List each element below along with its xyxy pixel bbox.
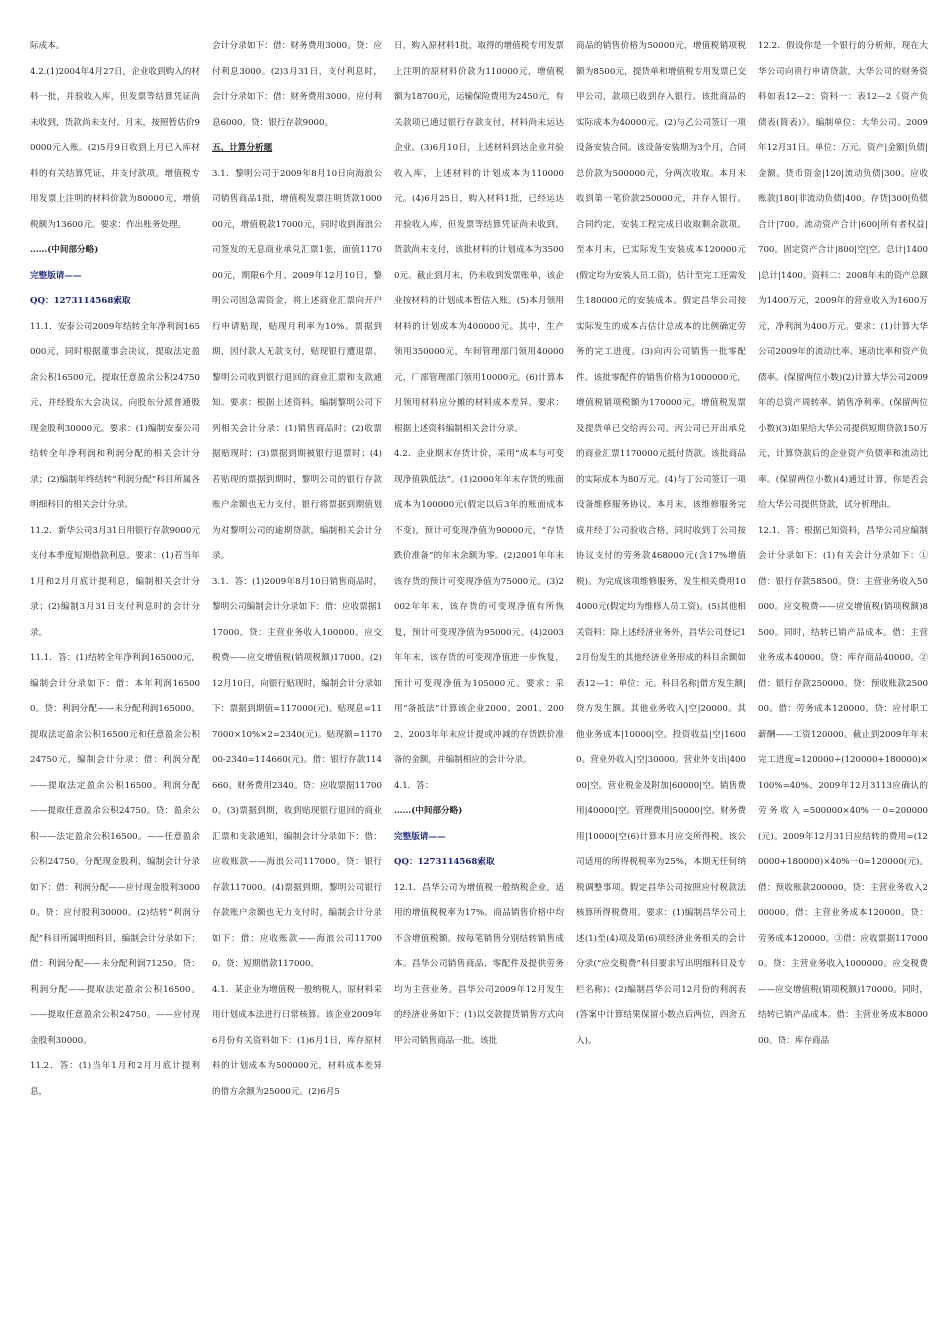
text-column bbox=[30, 34, 200, 1334]
paragraph: 际成本。 bbox=[30, 41, 65, 51]
text-column bbox=[758, 34, 928, 1334]
paragraph: 12.2．假设你是一个银行的分析师，现在大华公司向贵行申请贷款，大华公司的财务资料如表12—2：资料一：表12—2《资产负债表(简表)》。编制单位：大华公司。2009年12月31日。单位：万元。资产|金额|负债|金额。货币资金|120|流动负债|300。应收账款|180|非流动负债|400。存货|300|负债合计|700。流动资产合计|600|所有者权益|700。固定资产合计|800|空|空。总计|1400|总计|1400。资料二：2008年末的资产总额为1400万元，2009年的营业收入为1600万元，净利润为400万元。要求：(1)计算大华公司2009年的流动比率、速动比率和资产负债率。(保留两位小数)(2)计算大华公司2009年的总资产周转率、销售净利率。(保留两位小数)(3)如果给大华公司提供短期贷款150万元，计算贷款后的企业资产负债率和流动比率。(保留两位小数)(4)通过计算，你是否会给大华公司提供贷款，试分析理由。 bbox=[758, 41, 928, 510]
text-column bbox=[212, 34, 382, 1334]
contact-link: 完整版请—— bbox=[394, 831, 446, 842]
paragraph: 11.2．答：(1)当年1月和2月月底计提利息， bbox=[30, 1061, 200, 1097]
contact-link: QQ：1273114568索取 bbox=[30, 296, 131, 306]
paragraph: 3.1．黎明公司于2009年8月10日向海浪公司销售商品1批，增值税发票注明货款100000元，增值税款17000元，同时收到海浪公司签发的无息商业承兑汇票1张，面值117000元，期限6个月。2009年12月10日，黎明公司因急需资金，将上述商业汇票向开户行申请贴现，贴现月利率为10%。票据到期，因付款人无款支付，贴现银行遭退票。黎明公司收到银行退回的商业汇票和支款通知。要求：根据上述资料，编制黎明公司下列相关会计分录：(1)销售商品时；(2)收票据贴现时；(3)票据到期被银行退票时；(4)若贴现的票据到期时，黎明公司的银行存款账户余额也无力支付，银行将票据到期值划为对黎明公司的逾期贷款，编制相关会计分录。 bbox=[212, 168, 382, 561]
paragraph: 11.1．安泰公司2009年结转全年净利润165000元，同时根据董事会决议，提取法定盈余公积16500元，提取任意盈余公积24750元，并经股东大会决议，向股东分派普通股现金股利30000元。要求：(1)编制安泰公司结转全年净利润和利润分配的相关会计分录；(2)编制年终结转“利润分配”科目所属各明细科目的相关会计分录。 bbox=[30, 321, 200, 510]
paragraph: 12.1．答：根据已知资料，昌华公司应编制会计分录如下：(1)有关会计分录如下：①借：银行存款58500。贷：主营业务收入50000。应交税费——应交增值税(销项税额)8500。同时，结转已销产品成本。借：主营业务成本40000。贷：库存商品40000。②借：银行存款250000。贷：预收账款250000。借：劳务成本120000。贷：应付职工薪酬——工资120000。截止到2009年年末完工进度=120000÷(120000+180000)×100%=40%。2009年12月3113应确认的劳务收入=500000×40%一0=200000(元)。2009年12月31日应结转的费用=(120000+180000)×40%一0=120000(元)。借：预收账款200000。贷：主营业务收入200000。借：主营业务成本120000。贷：劳务成本120000。③借：应收票据1170000。贷：主营业务收入1000000。应交税费——应交增值税(销项税额)170000。同时，结转已销产品成本。借：主营业务成本800000。贷：库存商品 bbox=[758, 525, 928, 1046]
paragraph: 会计分录如下：借：财务费用3000。贷：应付利息3000。(2)3月31日，支付利息时，会计分录如下：借：财务费用3000。应付利息6000。贷：银行存款9000。 bbox=[212, 41, 382, 128]
paragraph: 11.2．新华公司3月31日用银行存款9000元支付本季度短期借款利息。要求：(1)若当年1月和2月月底计提利息，编制相关会计分录；(2)编制3月31日支付利息时的会计分录。 bbox=[30, 525, 200, 638]
document-page bbox=[30, 34, 930, 1334]
contact-link: 完整版请—— bbox=[30, 270, 82, 281]
section-heading: ……(中间部分略) bbox=[394, 806, 463, 816]
contact-link: QQ：1273114568索取 bbox=[394, 857, 495, 867]
paragraph: 商品的销售价格为50000元，增值税销项税额为8500元，提货单和增值税专用发票已交甲公司，款项已收到存入银行。该批商品的实际成本为40000元。(2)与乙公司签订一项设备安装合同。该设备安装期为3个月，合同总价款为500000元，分两次收取。本月末收到第一笔价款250000元，并存入银行。合同约定，安装工程完成日收取剩余款项。至本月末，已实际发生安装成本120000元(假定均为安装人员工资)，估计至完工还需发生180000元的安装成本。假定昌华公司按实际发生的成本占估计总成本的比例确定劳务的完工进度。(3)向丙公司销售一批零配件。该批零配件的销售价格为1000000元，增值税销项税额为170000元，增值税发票及提货单已交给丙公司。丙公司已开出承兑的商业汇票1170000元抵付货款。该批商品的实际成本为80万元。(4)与丁公司签订一项设备维修服务协议。本月末，该维修服务完成并经丁公司验收合格，同时收到丁公司按协议支付的劳务款468000元(含17%增值税)。为完成该项维修服务，发生相关费用104000元(假定均为维修人员工资)。(5)其他相关资料：除上述经济业务外，昌华公司登记12月份发生的其他经济业务形成的科目余额如表12—1：单位：元。科目名称|借方发生额|贷方发生额。其他业务收入|空|20000。其他业务成本|10000|空。投资收益|空|16000。营业外收入|空|30000。营业外支出|40000|空。营业税金及附加|60000|空。销售费用|40000|空。管理费用|50000|空。财务费用|10000|空(6)计算本月应交所得税。该公司适用的所得税税率为25%，本期无任何纳税调整事项。假定昌华公司按照应付税款法核算所得税费用。要求：(1)编制昌华公司上述(1)至(4)项及第(6)项经济业务相关的会计分录(“应交税费”科目要求写出明细科目及专栏名称)；(2)编制昌华公司12月份的利润表(答案中计算结果保留小数点后两位，四舍五入)。 bbox=[576, 41, 746, 1046]
paragraph: 4.1．答： bbox=[394, 780, 434, 791]
paragraph: 3.1．答：(1)2009年8月10日销售商品时，黎明公司编制会计分录如下：借：应收票据117000。贷：主营业务收入100000。应交税费——应交增值税(销项税额)17000。(2)12月10日，向银行贴现时，编制会计分录如下：票据到期值=117000(元)。贴现息=117000×10%×2=2340(元)。贴现额=117000-2340=114660(元)。借：银行存款114660。财务费用2340。贷：应收票据117000。(3)票据到期，收到贴现银行退回的商业汇票和支款通知，编制会计分录如下：借：应收账款——海浪公司117000。贷：银行存款117000。(4)票据到期，黎明公司银行存款账户余额也无力支付时，编制会计分录如下：借：应收账款——海浪公司117000。贷：短期借款117000。 bbox=[212, 576, 382, 969]
text-column bbox=[394, 34, 564, 1334]
section-heading: 五、计算分析题 bbox=[212, 143, 273, 153]
paragraph: 4.1．某企业为增值税一般纳税人，原材料采用计划成本法进行日常核算。该企业2009年6月份有关资料如下：(1)6月1日，库存原材料的计划成本为500000元，材料成本差异的借方余额为25000元。(2)6月5 bbox=[212, 984, 382, 1097]
paragraph: 日，购入原材料1批，取得的增值税专用发票上注明的原材料价款为110000元，增值税额为18700元，运输保险费用为2450元，有关款项已通过银行存款支付，材料尚未运达企业。(3)6月10日，上述材料到达企业并验收入库，上述材料的计划成本为110000元。(4)6月25日，购入材料1批，已经运达并验收入库，但发票等结算凭证尚未收到，货款尚未支付，该批材料的计划成本为35000元。截止到月末，仍未收到发票账单，该企业按材料的计划成本暂估入账。(5)本月领用材料的计划成本为400000元。其中，生产领用350000元，车间管理部门领用40000元，厂部管理部门领用10000元。(6)计算本月领用材料应分摊的材料成本差异。要求：根据上述资料编制相关会计分录。 bbox=[394, 41, 564, 434]
section-heading: ……(中间部分略) bbox=[30, 245, 99, 255]
paragraph: 4.2.(1)2004年4月27日，企业收到购入的材料一批，并验收入库，但发票等结算凭证尚未收到，货款尚未支付。月末，按照暂估价90000元入账。(2)5月9日收到上月已入库材料的有关结算凭证，并支付款项。增值税专用发票上注明的材料价款为80000元，增值税额为13600元。要求：作出账务处理。 bbox=[30, 66, 200, 230]
paragraph: 12.1．昌华公司为增值税一般纳税企业，适用的增值税税率为17%。商品销售价格中均不含增值税额。按每笔销售分别结转销售成本。昌华公司销售商品、零配件及提供劳务均为主营业务。昌华公司2009年12月发生的经济业务如下：(1)以交款提货销售方式向甲公司销售商品一批。该批 bbox=[394, 882, 564, 1046]
paragraph: 4.2．企业期末存货计价，采用“成本与可变现净值孰低法”。(1)2000年年末存货的账面成本为100000元(假定以后3年的账面成本不变)，预计可变现净值为90000元，“存货跌价准备”的年末余额为零。(2)2001年年末该存货的预计可变现净值为75000元。(3)2002年年末，该存货的可变现净值有所恢复，预计可变现净值为95000元。(4)2003年年末，该存货的可变现净值进一步恢复，预计可变现净值为105000元。要求：采用“备抵法”计算该企业2000、2001、2002、2003年年末应计提或冲减的存货跌价准备的金额，并编制相应的会计分录。 bbox=[394, 449, 564, 765]
paragraph: 11.1．答：(1)结转全年净利润165000元，编制会计分录如下：借：本年利润165000。贷：利润分配——未分配利润165000。提取法定盈余公积16500元和任意盈余公积24750元，编制会计分录：借：利润分配——提取法定盈余公积16500。利润分配——提取任意盈余公积24750。贷：盈余公积——法定盈余公积16500。——任意盈余公积24750。分配现金股利，编制会计分录如下：借：利润分配——应付现金股利30000。贷：应付股利30000。(2)结转“利润分配”科目所属明细科目，编制会计分录如下：借：利润分配——未分配利润71250。贷：利润分配——提取法定盈余公积16500。——提取任意盈余公积24750。——应付现金股利30000。 bbox=[30, 653, 200, 1046]
text-column bbox=[576, 34, 746, 1334]
